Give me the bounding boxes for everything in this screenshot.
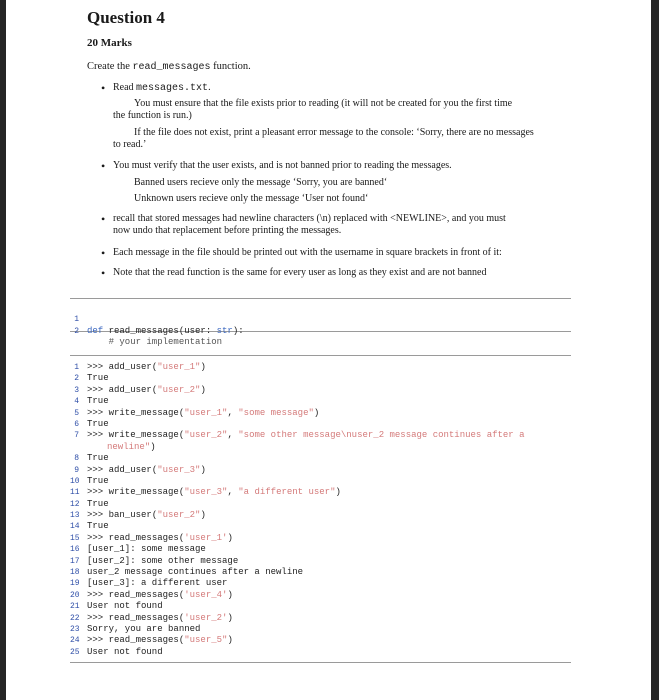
line-number: 18 bbox=[70, 568, 80, 578]
code-line bbox=[70, 373, 571, 384]
output-value: User not found bbox=[87, 601, 163, 612]
output-value: True bbox=[87, 418, 109, 429]
bullet-3-line1: recall that stored messages had newline characters (\n) replaced with <NEWLINE>, and you must bbox=[113, 213, 506, 224]
arg-separator: , bbox=[227, 407, 239, 418]
call-name: read_messages( bbox=[108, 612, 185, 623]
output-value: Sorry, you are banned bbox=[87, 623, 201, 634]
code-line bbox=[70, 590, 571, 601]
call-name: read_messages( bbox=[108, 532, 185, 543]
prompt-command bbox=[87, 465, 206, 476]
line-number: 2 bbox=[74, 326, 79, 336]
code-line bbox=[70, 613, 571, 624]
string-arg: "some other message\nuser_2 message continues after a bbox=[238, 430, 525, 441]
output-value: [user_2]: some other message bbox=[87, 555, 239, 566]
prompt-symbol: >>> bbox=[87, 384, 109, 395]
string-arg: "user_1" bbox=[157, 362, 201, 372]
line-number: 5 bbox=[74, 408, 79, 418]
code-line bbox=[70, 476, 571, 487]
wrapped-code bbox=[107, 442, 156, 453]
string-arg: "user_1" bbox=[184, 407, 228, 418]
prompt-symbol: >>> bbox=[87, 430, 109, 441]
output-value: True bbox=[87, 475, 109, 486]
bullet-1-text bbox=[113, 82, 211, 96]
prompt-symbol: >>> bbox=[87, 589, 109, 600]
prompt-symbol: >>> bbox=[87, 407, 109, 418]
prompt-command bbox=[87, 487, 341, 498]
call-name: read_messages( bbox=[108, 635, 185, 646]
prompt-symbol: >>> bbox=[87, 487, 109, 498]
line-number: 1 bbox=[74, 363, 79, 372]
sub-banned: Banned users recieve only the message ‘Sorry, you are banned‘ bbox=[134, 177, 388, 188]
call-close: ) bbox=[313, 407, 320, 418]
output-value: True bbox=[87, 453, 109, 464]
call-close: ) bbox=[227, 532, 233, 543]
line-number: 21 bbox=[70, 602, 80, 612]
call-close: ) bbox=[150, 441, 156, 452]
arg-separator: , bbox=[227, 487, 239, 498]
line-number: 8 bbox=[74, 454, 79, 464]
line-number: 19 bbox=[70, 579, 80, 589]
output-text bbox=[87, 624, 200, 635]
sub-unknown: Unknown users recieve only the message ‘User not found‘ bbox=[134, 193, 369, 204]
string-arg: "user_2" bbox=[157, 384, 201, 395]
code-line bbox=[70, 385, 571, 396]
line-number: 12 bbox=[70, 499, 80, 509]
string-arg: "user_2" bbox=[184, 430, 228, 441]
prompt-symbol: >>> bbox=[87, 510, 109, 521]
code-line bbox=[70, 567, 571, 578]
code-line bbox=[70, 601, 571, 612]
call-name: write_message( bbox=[108, 407, 185, 418]
bullet-3-line2: now undo that replacement before printing the messages. bbox=[113, 225, 342, 236]
bullet-5-text: Note that the read function is the same for every user as long as they exist and are not banned bbox=[113, 267, 487, 278]
code-line-wrap bbox=[70, 442, 571, 453]
intro-text bbox=[87, 61, 251, 73]
output-text bbox=[87, 544, 206, 555]
call-name: write_message( bbox=[108, 430, 185, 441]
question-marks: 20 Marks bbox=[87, 37, 132, 49]
example-usage-code-block bbox=[70, 355, 571, 663]
code-line bbox=[70, 533, 571, 544]
output-value: True bbox=[87, 396, 109, 407]
call-close: ) bbox=[227, 612, 233, 623]
code-line bbox=[70, 556, 571, 567]
line-number: 24 bbox=[70, 636, 80, 646]
prompt-command bbox=[87, 408, 319, 419]
output-value: [user_1]: some message bbox=[87, 544, 206, 555]
line-number: 10 bbox=[70, 476, 80, 486]
call-close: ) bbox=[200, 362, 206, 372]
output-text bbox=[87, 601, 163, 612]
output-text bbox=[87, 521, 109, 532]
prompt-command bbox=[87, 385, 206, 396]
code-comment: # your implementation bbox=[87, 337, 223, 348]
prompt-command bbox=[87, 362, 206, 373]
bullet-1-suffix: . bbox=[208, 82, 211, 93]
output-text bbox=[87, 476, 109, 487]
call-name: add_user( bbox=[108, 464, 158, 475]
prompt-symbol: >>> bbox=[87, 532, 109, 543]
code-line bbox=[70, 396, 571, 407]
prompt-symbol: >>> bbox=[87, 362, 109, 372]
code-line bbox=[70, 487, 571, 498]
line-number: 3 bbox=[74, 385, 79, 395]
code-line bbox=[70, 303, 571, 336]
string-arg: "user_2" bbox=[157, 510, 201, 521]
bullet-1-prefix: Read bbox=[113, 82, 137, 93]
line-number: 23 bbox=[70, 624, 80, 634]
call-close: ) bbox=[200, 384, 206, 395]
code-line bbox=[70, 362, 571, 373]
output-text bbox=[87, 453, 109, 464]
output-text bbox=[87, 647, 163, 658]
right-border bbox=[651, 0, 659, 700]
prompt-command bbox=[87, 510, 206, 521]
code-line bbox=[70, 465, 571, 476]
bullet-icon: • bbox=[101, 266, 106, 280]
bullet-icon: • bbox=[101, 159, 106, 173]
keyword: def bbox=[87, 325, 104, 336]
intro-function-name: read_messages bbox=[132, 62, 211, 73]
string-arg: "user_3" bbox=[157, 464, 201, 475]
string-arg: 'user_2' bbox=[184, 612, 228, 623]
output-value: True bbox=[87, 373, 109, 384]
string-arg: 'user_1' bbox=[184, 532, 228, 543]
prompt-symbol: >>> bbox=[87, 464, 109, 475]
call-name: add_user( bbox=[108, 362, 158, 372]
line-number: 22 bbox=[70, 613, 80, 623]
bullet-2-text: You must verify that the user exists, and is not banned prior to reading the messages. bbox=[113, 160, 452, 171]
call-close: ) bbox=[227, 589, 233, 600]
bullet-icon: • bbox=[101, 212, 106, 226]
code-line bbox=[70, 408, 571, 419]
prompt-symbol: >>> bbox=[87, 635, 109, 646]
code-line bbox=[70, 624, 571, 635]
signature-end: ): bbox=[232, 325, 244, 336]
question-title: Question 4 bbox=[87, 8, 165, 27]
call-close: ) bbox=[227, 635, 233, 646]
output-text bbox=[87, 556, 238, 567]
output-value: User not found bbox=[87, 646, 163, 657]
string-arg: "some message" bbox=[238, 407, 314, 418]
output-text bbox=[87, 567, 303, 578]
line-number: 25 bbox=[70, 647, 80, 657]
bullet-icon: • bbox=[101, 246, 106, 260]
line-number: 4 bbox=[74, 397, 79, 407]
code-line bbox=[70, 635, 571, 646]
string-arg: 'user_4' bbox=[184, 589, 228, 600]
code-line bbox=[70, 499, 571, 510]
string-arg: "a different user" bbox=[238, 487, 336, 498]
prompt-command bbox=[87, 590, 233, 601]
output-text bbox=[87, 578, 227, 589]
prompt-command bbox=[87, 635, 233, 646]
string-arg: "user_5" bbox=[184, 635, 228, 646]
intro-suffix: function. bbox=[210, 61, 251, 72]
call-name: ban_user( bbox=[108, 510, 158, 521]
output-value: [user_3]: a different user bbox=[87, 578, 228, 589]
arg-separator: , bbox=[227, 430, 239, 441]
line-number: 14 bbox=[70, 522, 80, 532]
sub-exists-line1: You must ensure that the file exists prior to reading (it will not be created for you the first time bbox=[134, 98, 513, 109]
function-stub-code-block bbox=[70, 298, 571, 348]
left-border bbox=[0, 0, 6, 700]
code-line bbox=[70, 647, 571, 658]
line-number: 16 bbox=[70, 545, 80, 555]
sub-missing-line1: If the file does not exist, print a pleasant error message to the console: ‘Sorry, there are no messages bbox=[134, 127, 534, 138]
code-line bbox=[70, 578, 571, 589]
prompt-command bbox=[87, 430, 525, 441]
function-signature: read_messages(user: bbox=[103, 325, 217, 336]
code-text bbox=[87, 326, 244, 337]
call-close: ) bbox=[335, 487, 341, 498]
code-line bbox=[70, 430, 571, 441]
line-number: 7 bbox=[74, 431, 79, 441]
line-number: 9 bbox=[74, 465, 79, 475]
sub-missing-line2: to read.’ bbox=[113, 139, 147, 150]
output-text bbox=[87, 396, 109, 407]
code-line bbox=[70, 419, 571, 430]
bullet-1-filename: messages.txt bbox=[136, 83, 209, 94]
type-hint: str bbox=[216, 325, 233, 336]
bullet-4-text: Each message in the file should be printed out with the username in square brackets in front of it: bbox=[113, 247, 502, 258]
string-arg: "user_3" bbox=[184, 487, 228, 498]
line-number: 6 bbox=[74, 419, 79, 429]
string-arg-continued: newline" bbox=[107, 441, 151, 452]
bullet-icon: • bbox=[101, 81, 106, 95]
line-number: 17 bbox=[70, 556, 80, 566]
prompt-symbol: >>> bbox=[87, 612, 109, 623]
output-text bbox=[87, 419, 109, 430]
call-close: ) bbox=[200, 464, 206, 475]
intro-prefix: Create the bbox=[87, 61, 133, 72]
line-number: 15 bbox=[70, 533, 80, 543]
code-line bbox=[70, 453, 571, 464]
line-number: 11 bbox=[70, 488, 80, 498]
output-text bbox=[87, 373, 109, 384]
output-value: True bbox=[87, 498, 109, 509]
call-name: add_user( bbox=[108, 384, 158, 395]
sub-exists-line2: the function is run.) bbox=[113, 110, 192, 121]
code-line bbox=[70, 544, 571, 555]
call-name: read_messages( bbox=[108, 589, 185, 600]
call-name: write_message( bbox=[108, 487, 185, 498]
code-line bbox=[70, 521, 571, 532]
output-value: True bbox=[87, 521, 109, 532]
code-line bbox=[70, 510, 571, 521]
line-number: 1 bbox=[74, 315, 79, 325]
line-number: 2 bbox=[74, 374, 79, 384]
line-number: 20 bbox=[70, 590, 80, 600]
prompt-command bbox=[87, 533, 233, 544]
call-close: ) bbox=[200, 510, 206, 521]
output-value: user_2 message continues after a newline bbox=[87, 567, 304, 578]
line-number: 13 bbox=[70, 511, 80, 521]
output-text bbox=[87, 499, 109, 510]
prompt-command bbox=[87, 613, 233, 624]
